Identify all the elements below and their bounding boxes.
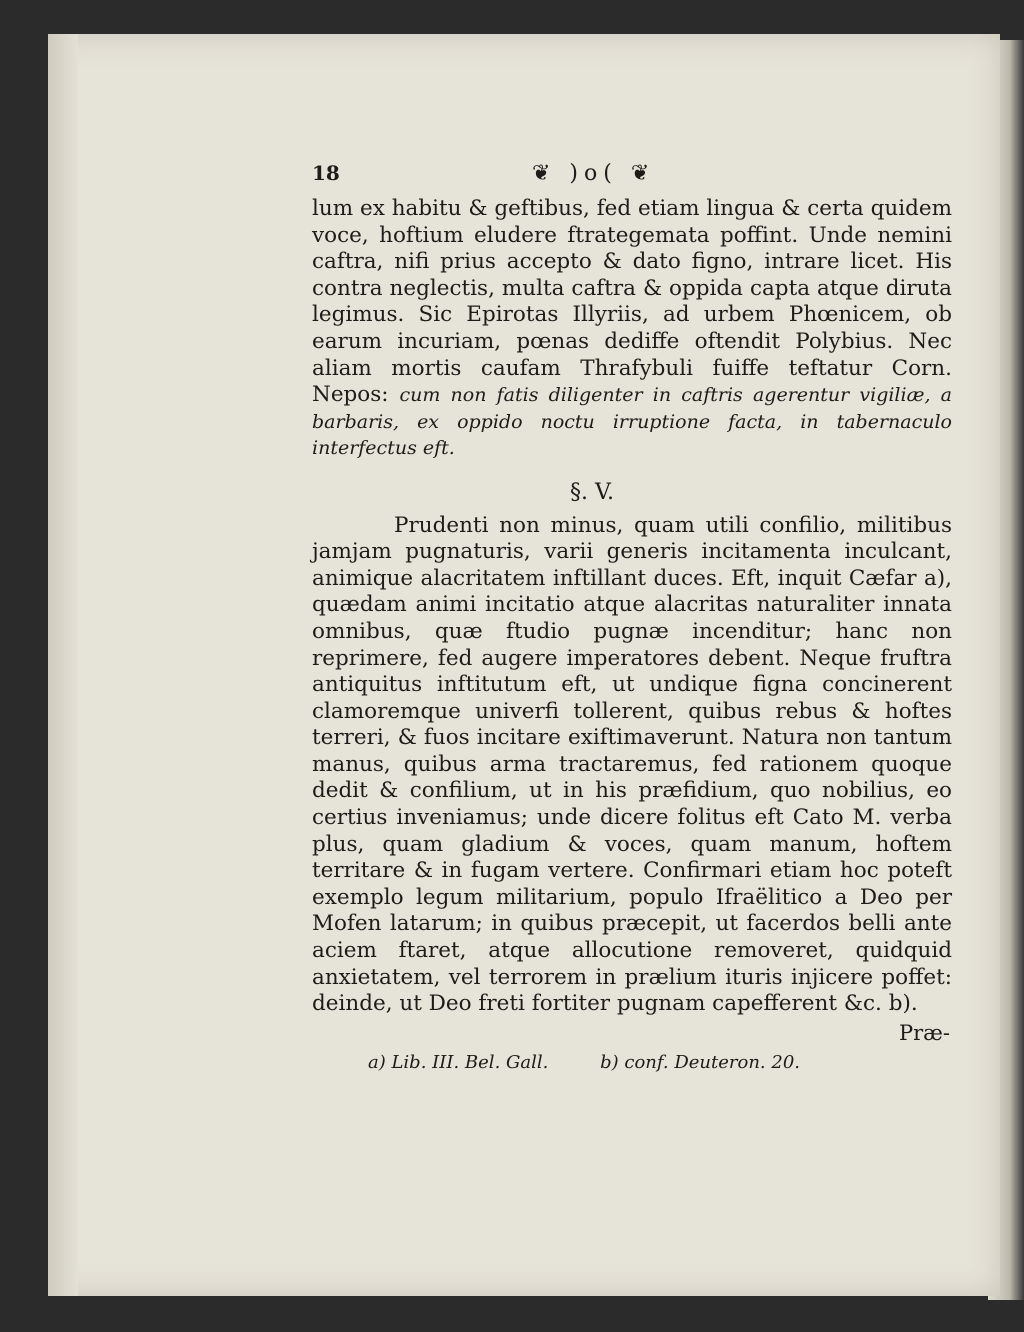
paragraph-1-quote: cum non fatis diligenter in caftris agerentur vigiliæ, a barbaris, ex oppido noctu irruptione facta, in tabernaculo interfectus eft. xyxy=(312,384,952,460)
footnotes xyxy=(312,1052,952,1073)
paragraph-2-part2: inquit Cæfar xyxy=(770,565,924,591)
page-number: 18 xyxy=(312,161,340,185)
paragraph-2-part1: Prudenti non minus, quam utili confilio, militibus jamjam pugnaturis, varii generis incitamenta inculcant, animique alacritatem inftillant duces. xyxy=(312,512,952,591)
page-gutter xyxy=(48,34,78,1296)
paragraph-2-part4: Confirmari etiam hoc poteft exemplo legum militarium, populo Ifraëlitico a Deo per Mofen latarum; in quibus præcepit, ut facerdos belli ante aciem ftaret, atque allocutione removeret, quidquid anxietatem, vel terrorem in prælium ituris injicere poffet: deinde, ut Deo freti fortiter pugnam capefferent &c. xyxy=(312,858,952,1017)
footnote-ref-a: a), xyxy=(923,565,952,591)
paragraph-1 xyxy=(312,196,952,462)
paragraph-2 xyxy=(312,513,952,1018)
text-block xyxy=(312,150,952,1073)
paragraph-1-text: lum ex habitu & geftibus, fed etiam lingua & certa quidem voce, hoftium eludere ftrategemata poffint. Unde nemini caftra, nifi prius accepto & dato figno, intrare licet. His contra neglectis, multa caftra & oppida capta atque diruta legimus. Sic Epirotas Illyriis, ad urbem Phœnicem, ob earum incuriam, pœnas dediffe oftendit Polybius. Nec aliam mortis caufam Thrafybuli fuiffe teftatur Corn. Nepos: xyxy=(312,196,952,408)
footnote-ref-b: b). xyxy=(888,991,918,1017)
body-text xyxy=(312,196,952,1046)
section-heading: §. V. xyxy=(569,479,615,505)
header-ornament: ❦ )o( ❦ xyxy=(532,160,656,186)
paragraph-2-quote1: Eft, xyxy=(731,565,771,591)
catchword: Præ- xyxy=(898,1020,950,1045)
paragraph-2-quote2: quædam animi incitatio atque alacritas naturaliter innata omnibus, quæ ftudio pugnæ incenditur; hanc non reprimere, fed augere imperatores debent. Neque fruftra antiquitus inftitutum eft, ut undique figna concinerent clamoremque univerfi tollerent, quibus rebus & hoftes terreri, & fuos incitare exiftimaverunt. xyxy=(312,592,952,751)
footnote-b: b) conf. Deuteron. 20. xyxy=(600,1052,801,1074)
paragraph-2-quote3: verba plus, quam gladium & voces, quam manum, hoftem territare & in fugam vertere. xyxy=(312,805,952,884)
running-head xyxy=(312,150,952,196)
footnote-a: a) Lib. III. Bel. Gall. xyxy=(368,1052,549,1074)
paragraph-2-part3: Natura non tantum manus, quibus arma tractaremus, fed rationem quoque dedit & confilium, ut in his præfidium, quo nobilius, eo certius inveniamus; unde dicere folitus eft Cato M. xyxy=(312,725,952,831)
